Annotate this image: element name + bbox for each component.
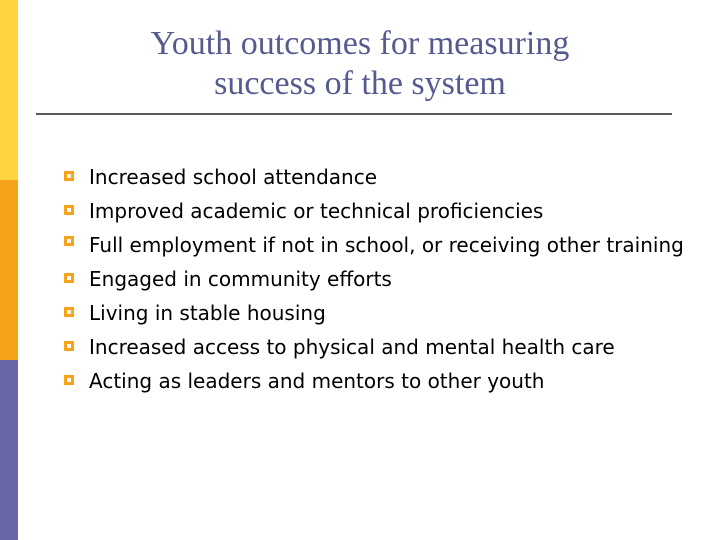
side-bar-orange (0, 180, 18, 360)
bullet-text: Acting as leaders and mentors to other youth (89, 369, 545, 393)
title-divider (36, 113, 672, 115)
bullet-text: Full employment if not in school, or receiving other training (89, 233, 684, 257)
list-item (64, 262, 684, 296)
slide-title-line-1: Youth outcomes for measuring (150, 25, 570, 62)
list-item (64, 194, 684, 228)
square-bullet-icon (64, 236, 74, 246)
square-bullet-icon (64, 307, 74, 317)
side-bar-yellow (0, 0, 18, 180)
list-item (64, 364, 684, 398)
side-bar-purple (0, 360, 18, 540)
slide-title-line-2: success of the system (214, 65, 506, 102)
square-bullet-icon (64, 341, 74, 351)
bullet-text: Engaged in community efforts (89, 267, 392, 291)
list-item (64, 296, 684, 330)
list-item (64, 160, 684, 194)
bullet-text: Increased access to physical and mental health care (89, 335, 615, 359)
square-bullet-icon (64, 273, 74, 283)
square-bullet-icon (64, 375, 74, 385)
list-item (64, 228, 684, 262)
square-bullet-icon (64, 171, 74, 181)
bullet-list (64, 160, 684, 398)
square-bullet-icon (64, 205, 74, 215)
list-item (64, 330, 684, 364)
bullet-text: Improved academic or technical proficiencies (89, 199, 544, 223)
bullet-text: Living in stable housing (89, 301, 326, 325)
slide-title (40, 24, 680, 104)
bullet-text: Increased school attendance (89, 165, 378, 189)
